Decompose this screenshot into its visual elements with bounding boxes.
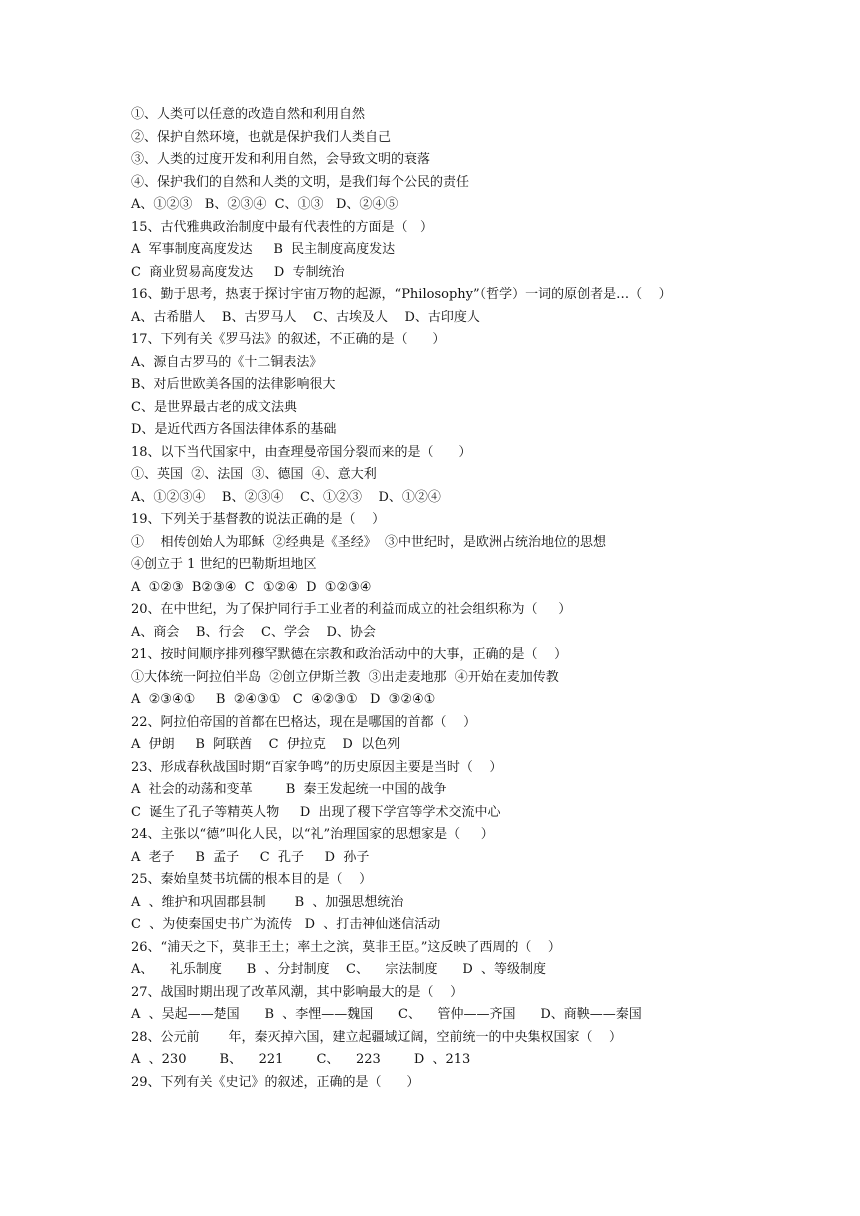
answer-options-line: A ①②③ B②③④ C ①②④ D ①②③④ — [131, 579, 372, 595]
answer-options-line: B、对后世欧美各国的法律影响很大 — [131, 377, 336, 392]
question-line: ①、人类可以任意的改造自然和利用自然 — [131, 107, 366, 122]
answer-options-line: C、是世界最古老的成文法典 — [131, 399, 297, 415]
answer-options-line: A 老子 B 孟子 C 孔子 D 孙子 — [131, 849, 370, 865]
answer-options-line: A 伊朗 B 阿联酋 C 伊拉克 D 以色列 — [131, 737, 401, 752]
answer-options-line: A 军事制度高度发达 B 民主制度高度发达 — [131, 242, 396, 257]
question-line: 24、主张以“德”叫化人民，以“礼”治理国家的思想家是（ ） — [131, 827, 494, 842]
question-line: 21、按时间顺序排列穆罕默德在宗教和政治活动中的大事，正确的是（ ） — [131, 647, 568, 662]
answer-options-line: A、 礼乐制度 B 、分封制度 C、 宗法制度 D 、等级制度 — [131, 962, 547, 977]
question-line: 16、勤于思考，热衷于探讨宇宙万物的起源，“Philosophy”（哲学）一词的原创者是…（ ） — [131, 287, 672, 302]
answer-options-line: A、商会 B、行会 C、学会 D、协会 — [131, 624, 376, 640]
question-line: 22、阿拉伯帝国的首都在巴格达，现在是哪国的首都（ ） — [131, 714, 477, 730]
question-line: 23、形成春秋战国时期“百家争鸣”的历史原因主要是当时（ ） — [131, 759, 503, 775]
answer-options-line: A、①②③ B、②③④ C、①③ D、②④⑤ — [131, 197, 399, 212]
answer-options-line: A、源自古罗马的《十二铜表法》 — [131, 354, 323, 370]
answer-options-line: A ②③④① B ②④③① C ④②③① D ③②④① — [131, 692, 436, 707]
question-line: ①、英国 ②、法国 ③、德国 ④、意大利 — [131, 467, 377, 482]
question-line: 29、下列有关《史记》的叙述，正确的是（ ） — [131, 1074, 420, 1090]
answer-options-line: A、古希腊人 B、古罗马人 C、古埃及人 D、古印度人 — [131, 309, 480, 325]
question-line: 27、战国时期出现了改革风潮，其中影响最大的是（ ） — [131, 984, 464, 1000]
answer-options-line: C 商业贸易高度发达 D 专制统治 — [131, 264, 345, 280]
question-line: 20、在中世纪，为了保护同行手工业者的利益而成立的社会组织称为（ ） — [131, 602, 572, 617]
answer-options-line: C 、为使秦国史书广为流传 D 、打击神仙迷信活动 — [131, 917, 441, 932]
answer-options-line: A、①②③④ B、②③④ C、①②③ D、①②④ — [131, 489, 441, 505]
question-line: 28、公元前 年，秦灭掉六国，建立起疆域辽阔，空前统一的中央集权国家（ ） — [131, 1029, 622, 1045]
question-line: ④创立于 1 世纪的巴勒斯坦地区 — [131, 557, 317, 572]
answer-options-line: A 、230 B、 221 C、 223 D 、213 — [131, 1052, 471, 1067]
question-line: ③、人类的过度开发和利用自然，会导致文明的衰落 — [131, 152, 431, 167]
answer-options-line: D、是近代西方各国法律体系的基础 — [131, 422, 337, 437]
question-line: 25、秦始皇焚书坑儒的根本目的是（ ） — [131, 872, 373, 887]
question-line: ②、保护自然环境，也就是保护我们人类自己 — [131, 129, 392, 145]
answer-options-line: A 社会的动荡和变革 B 秦王发起统一中国的战争 — [131, 782, 447, 797]
question-line: 17、下列有关《罗马法》的叙述，不正确的是（ ） — [131, 332, 446, 347]
answer-options-line: A 、维护和巩固郡县制 B 、加强思想统治 — [131, 894, 404, 910]
answer-options-line: A 、吴起——楚国 B 、李悝——魏国 C、 管仲——齐国 D、商鞅——秦国 — [131, 1007, 642, 1022]
question-line: 26、“浦天之下，莫非王土；率土之滨，莫非王臣。”这反映了西周的（ ） — [131, 939, 561, 955]
question-line: ① 相传创始人为耶稣 ②经典是《圣经》 ③中世纪时，是欧洲占统治地位的思想 — [131, 534, 607, 550]
answer-options-line: C 诞生了孔子等精英人物 D 出现了稷下学宫等学术交流中心 — [131, 804, 501, 820]
exam-text-block — [131, 104, 811, 1094]
question-line: 15、古代雅典政治制度中最有代表性的方面是（ ） — [131, 219, 433, 235]
question-line: ①大体统一阿拉伯半岛 ②创立伊斯兰教 ③出走麦地那 ④开始在麦加传教 — [131, 669, 559, 685]
question-line: 19、下列关于基督教的说法正确的是（ ） — [131, 512, 386, 527]
question-line: 18、以下当代国家中，由查理曼帝国分裂而来的是（ ） — [131, 444, 472, 460]
question-line: ④、保护我们的自然和人类的文明，是我们每个公民的责任 — [131, 174, 470, 190]
